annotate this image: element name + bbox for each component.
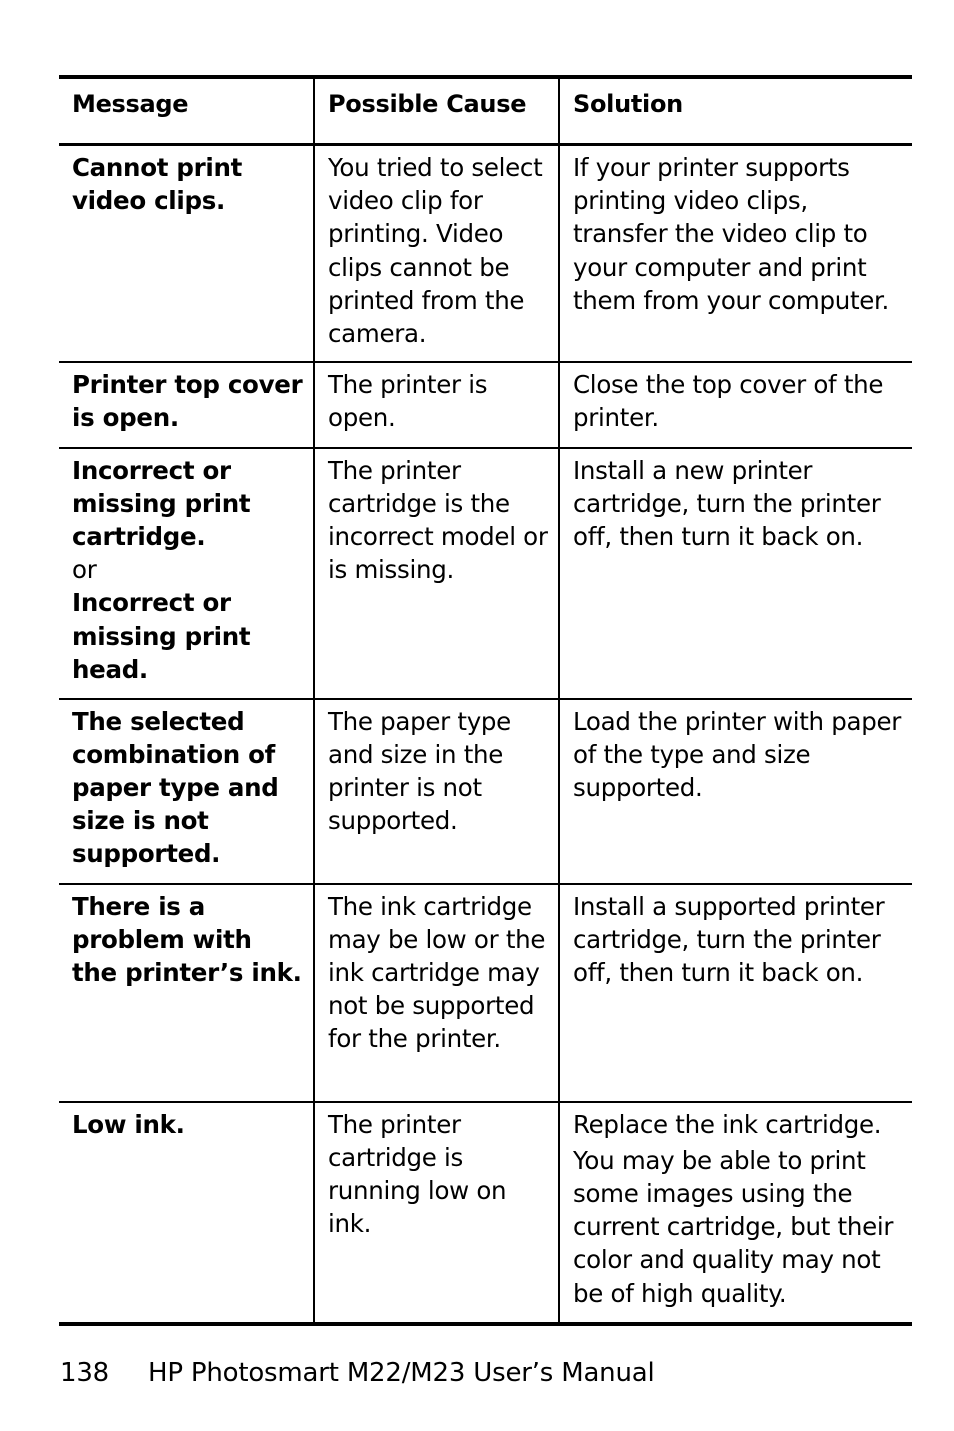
message-cell bbox=[59, 448, 314, 699]
troubleshooting-table bbox=[59, 75, 912, 1326]
cause-cell: You tried to select video clip for printing. Video clips cannot be printed from the camera. bbox=[314, 145, 559, 362]
solution-text: Replace the ink cartridge. bbox=[573, 1109, 882, 1139]
manual-title: HP Photosmart M22/M23 User’s Manual bbox=[148, 1358, 655, 1388]
table-row bbox=[59, 1102, 912, 1324]
solution-cell: Install a supported printer cartridge, turn the printer off, then turn it back on. bbox=[559, 884, 912, 1102]
message-cell: Printer top cover is open. bbox=[72, 369, 303, 432]
header-possible-cause: Possible Cause bbox=[314, 77, 559, 145]
table-row bbox=[59, 145, 912, 362]
table-row bbox=[59, 448, 912, 699]
solution-cell: If your printer supports printing video clips, transfer the video clip to your computer and print them from your computer. bbox=[559, 145, 912, 362]
solution-cell: Install a new printer cartridge, turn the printer off, then turn it back on. bbox=[559, 448, 912, 699]
message-or-text: or bbox=[72, 555, 97, 585]
cause-cell: The printer is open. bbox=[314, 362, 559, 448]
solution-cell bbox=[559, 1102, 912, 1324]
message-cell: There is a problem with the printer’s ink. bbox=[72, 891, 302, 987]
message-cell: Low ink. bbox=[72, 1109, 185, 1139]
header-solution: Solution bbox=[559, 77, 912, 145]
cause-cell: The printer cartridge is the incorrect model or is missing. bbox=[314, 448, 559, 699]
solution-cell: Close the top cover of the printer. bbox=[559, 362, 912, 448]
header-message: Message bbox=[72, 90, 189, 118]
message-alt-text: Incorrect or missing print head. bbox=[72, 588, 251, 684]
message-cell: The selected combination of paper type and size is not supported. bbox=[72, 706, 279, 869]
page-number: 138 bbox=[60, 1358, 110, 1388]
table-row bbox=[59, 884, 912, 1102]
table-row bbox=[59, 699, 912, 884]
message-cell: Cannot print video clips. bbox=[72, 153, 243, 216]
table-row bbox=[59, 362, 912, 448]
solution-extra-text: You may be able to print some images using the current cartridge, but their color and quality may not be of high quality. bbox=[573, 1145, 894, 1308]
message-text: Incorrect or missing print cartridge. bbox=[72, 455, 251, 551]
cause-cell: The printer cartridge is running low on ink. bbox=[314, 1102, 559, 1324]
table-header-row bbox=[59, 77, 912, 145]
solution-cell: Load the printer with paper of the type and size supported. bbox=[559, 699, 912, 884]
cause-cell: The ink cartridge may be low or the ink cartridge may not be supported for the printer. bbox=[314, 884, 559, 1102]
page-footer bbox=[60, 1356, 655, 1390]
cause-cell: The paper type and size in the printer is not supported. bbox=[314, 699, 559, 884]
